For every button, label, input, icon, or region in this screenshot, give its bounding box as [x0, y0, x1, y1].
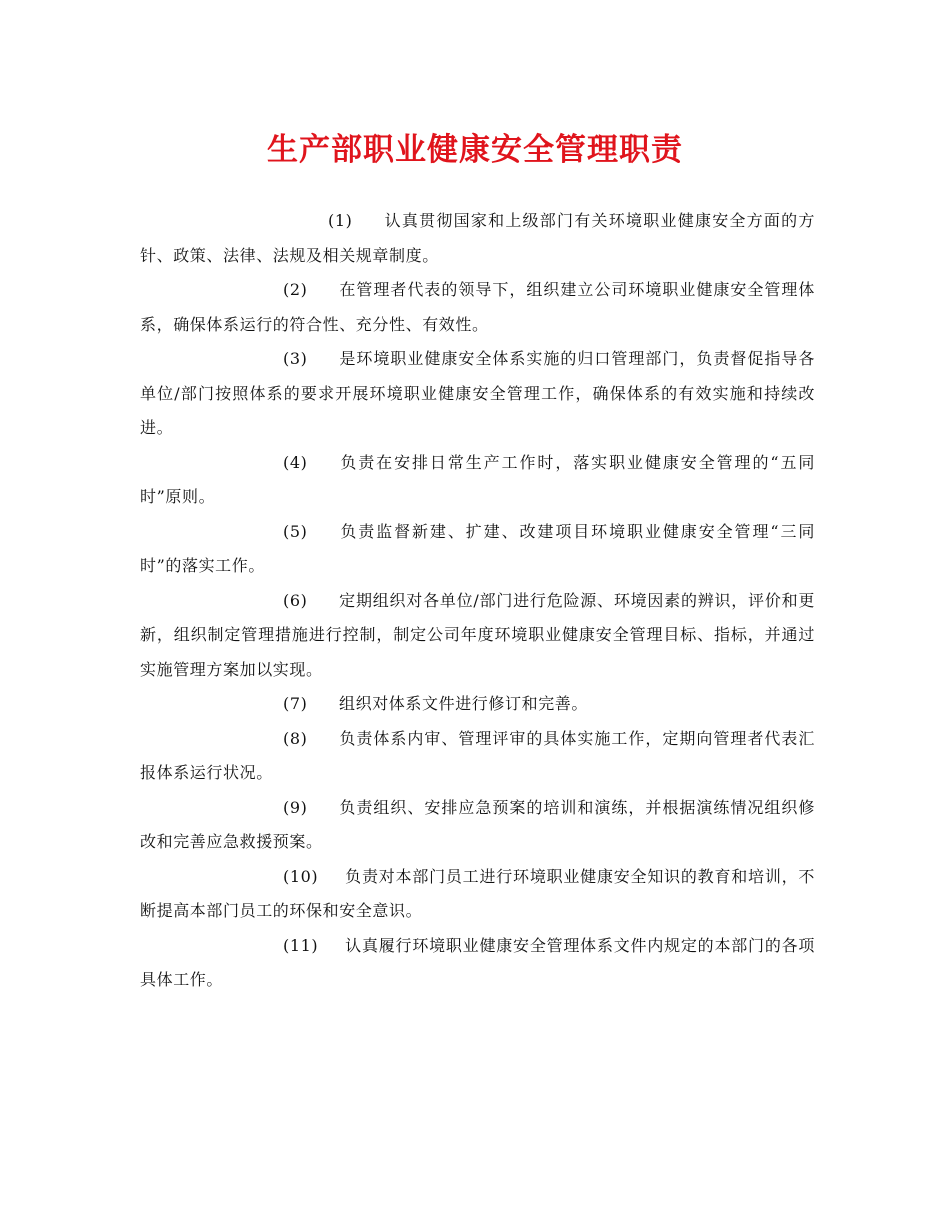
list-item [140, 446, 815, 515]
item-text: 负责监督新建、扩建、改建项目环境职业健康安全管理“三同时”的落实工作。 [140, 521, 815, 575]
list-item [140, 515, 815, 584]
item-number: (11) [283, 935, 319, 955]
list-item [140, 929, 815, 998]
item-number: (2) [283, 280, 308, 299]
document-body [140, 204, 815, 998]
list-item [140, 204, 815, 273]
item-number: (7) [283, 694, 308, 713]
list-item [140, 584, 815, 688]
item-number: (9) [283, 797, 308, 817]
item-text: 认真贯彻国家和上级部门有关环境职业健康安全方面的方针、政策、法律、法规及相关规章制度。 [140, 211, 815, 265]
item-text: 负责对本部门员工进行环境职业健康安全知识的教育和培训，不断提高本部门员工的环保和安全意识。 [140, 866, 815, 920]
item-text: 负责组织、安排应急预案的培训和演练，并根据演练情况组织修改和完善应急救援预案。 [140, 797, 815, 851]
item-number: (3) [283, 349, 308, 368]
list-item [140, 342, 815, 446]
item-number: (5) [283, 521, 308, 541]
item-text: 是环境职业健康安全体系实施的归口管理部门，负责督促指导各单位/部门按照体系的要求开展环境职业健康安全管理工作，确保体系的有效实施和持续改进。 [140, 349, 815, 437]
document-title: 生产部职业健康安全管理职责 [267, 132, 683, 168]
list-item [140, 860, 815, 929]
list-item [140, 273, 815, 342]
item-text: 负责体系内审、管理评审的具体实施工作，定期向管理者代表汇报体系运行状况。 [140, 728, 815, 782]
item-number: (10) [283, 866, 319, 886]
item-text: 在管理者代表的领导下，组织建立公司环境职业健康安全管理体系，确保体系运行的符合性、充分性、有效性。 [140, 280, 815, 334]
list-item [140, 722, 815, 791]
list-item [140, 791, 815, 860]
item-number: (8) [283, 728, 308, 748]
item-text: 负责在安排日常生产工作时，落实职业健康安全管理的“五同时”原则。 [140, 452, 815, 506]
item-number: (4) [283, 452, 308, 472]
item-number: (6) [283, 590, 308, 610]
item-text: 组织对体系文件进行修订和完善。 [339, 694, 589, 713]
item-text: 认真履行环境职业健康安全管理体系文件内规定的本部门的各项具体工作。 [140, 935, 815, 989]
item-number: (1) [328, 211, 353, 230]
item-text: 定期组织对各单位/部门进行危险源、环境因素的辨识，评价和更新，组织制定管理措施进行控制，制定公司年度环境职业健康安全管理目标、指标，并通过实施管理方案加以实现。 [140, 590, 815, 679]
list-item [140, 687, 815, 722]
